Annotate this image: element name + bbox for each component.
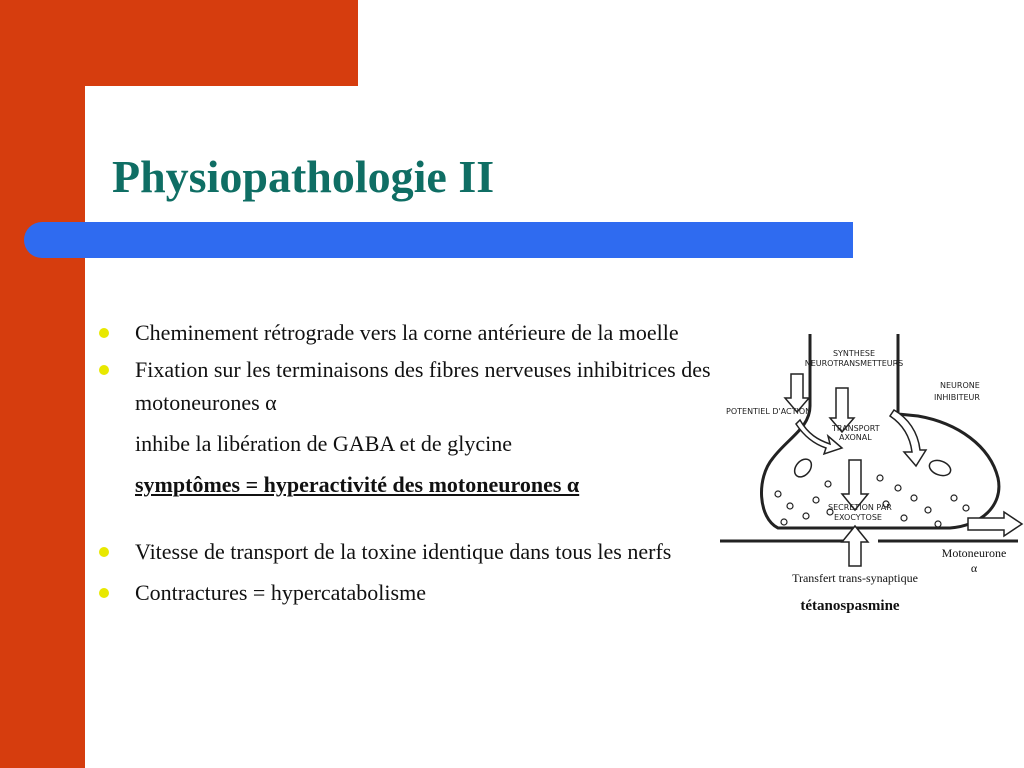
arrow-up-icon bbox=[842, 526, 868, 566]
bullet-item bbox=[95, 353, 715, 419]
sub-line-symptoms bbox=[95, 468, 715, 501]
caption-transfert: Transfert trans-synaptique bbox=[792, 571, 918, 585]
mitochondrion-right-icon bbox=[927, 458, 952, 479]
label-potentiel: POTENTIEL D'ACTION bbox=[726, 407, 812, 416]
bullet-text: Cheminement rétrograde vers la corne antérieure de la moelle bbox=[135, 320, 679, 345]
bullet-dot-icon bbox=[99, 588, 109, 598]
label-transport: TRANSPORT bbox=[832, 424, 880, 433]
bullet-text: Vitesse de transport de la toxine identique dans tous les nerfs bbox=[135, 539, 672, 564]
bullet-dot-icon bbox=[99, 328, 109, 338]
bullet-text: Fixation sur les terminaisons des fibres nerveuses inhibitrices des motoneurones α bbox=[135, 357, 711, 415]
symptoms-text: symptômes = hyperactivité des motoneurones α bbox=[135, 472, 580, 497]
arrow-right-icon bbox=[968, 512, 1022, 536]
slide-content bbox=[95, 316, 715, 609]
rounded-corner bbox=[85, 86, 145, 146]
bullet-dot-icon bbox=[99, 547, 109, 557]
caption-motoneurone-text: Motoneurone bbox=[941, 546, 1007, 560]
bullet-text: Contractures = hypercatabolisme bbox=[135, 580, 426, 605]
bullet-item bbox=[95, 576, 715, 609]
slide-title: Physiopathologie II bbox=[112, 151, 495, 202]
caption-tetanospasmine: tétanospasmine bbox=[800, 598, 900, 614]
bullet-dot-icon bbox=[99, 365, 109, 375]
bullet-item bbox=[95, 535, 715, 568]
caption-motoneurone bbox=[926, 546, 1022, 576]
left-accent-band bbox=[0, 0, 85, 768]
label-secretion: SECRETION PAR bbox=[828, 503, 892, 512]
title-underline-bar bbox=[24, 222, 853, 258]
label-inhibiteur: INHIBITEUR bbox=[934, 393, 980, 402]
spacer bbox=[95, 501, 715, 535]
label-exocytose: EXOCYTOSE bbox=[834, 513, 882, 522]
arrow-inhibitor-icon bbox=[890, 410, 926, 466]
label-neurone: NEURONE bbox=[940, 381, 980, 390]
top-accent-block bbox=[0, 0, 358, 86]
label-neurotransmetteurs: NEUROTRANSMETTEURS bbox=[804, 359, 904, 368]
label-synthese: SYNTHESE bbox=[832, 349, 876, 358]
synapse-diagram bbox=[718, 328, 1024, 568]
label-axonal: AXONAL bbox=[839, 433, 872, 442]
mitochondrion-left-icon bbox=[791, 456, 815, 480]
sub-line-gaba: inhibe la libération de GABA et de glycine bbox=[135, 431, 512, 456]
caption-alpha: α bbox=[970, 561, 978, 575]
bullet-item bbox=[95, 316, 715, 349]
